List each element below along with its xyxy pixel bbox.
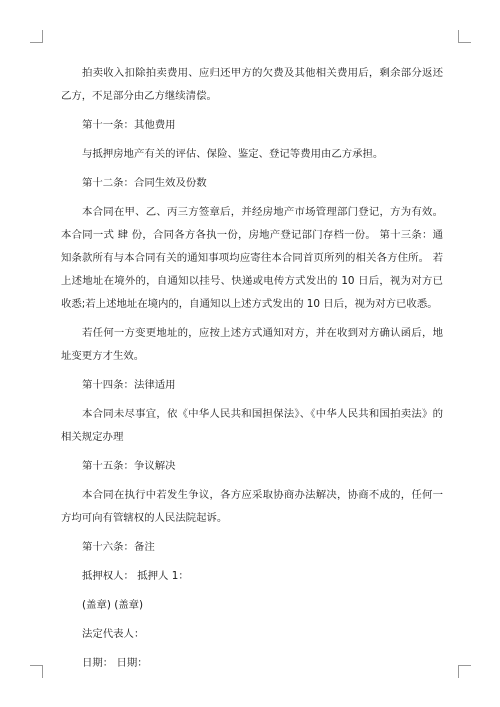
heading-article-16: 第十六条：备注 bbox=[82, 541, 155, 553]
crop-mark-bottom-right bbox=[458, 665, 471, 678]
paragraph-dispute-resolution: 本合同在执行中若发生争议，各方应采取协商办法解决，协商不成的，任何一方均可向有管辖权的人民法院起诉。 bbox=[61, 489, 443, 524]
paragraph-auction-proceeds: 拍卖收入扣除拍卖费用、应归还甲方的欠费及其他相关费用后，剩余部分返还乙方，不足部分由乙方继续清偿。 bbox=[61, 67, 443, 102]
heading-article-12: 第十二条：合同生效及份数 bbox=[82, 177, 207, 189]
heading-article-15: 第十五条：争议解决 bbox=[82, 460, 176, 472]
crop-mark-bottom-left bbox=[30, 665, 43, 678]
heading-article-11: 第十一条：其他费用 bbox=[82, 119, 176, 131]
date-line: 日期： 日期： bbox=[82, 657, 148, 669]
signature-seal-line: (盖章) (盖章) bbox=[82, 599, 144, 611]
crop-mark-top-left bbox=[30, 30, 43, 43]
heading-article-14: 第十四条：法律适用 bbox=[82, 379, 176, 391]
document-body bbox=[61, 62, 443, 681]
crop-mark-top-right bbox=[458, 30, 471, 43]
legal-representative-line: 法定代表人： bbox=[82, 628, 145, 640]
paragraph-other-fees: 与抵押房地产有关的评估、保险、鉴定、登记等费用由乙方承担。 bbox=[82, 148, 384, 160]
signature-parties-line: 抵押权人： 抵押人 1： bbox=[82, 570, 189, 582]
paragraph-effectiveness-and-notice: 本合同在甲、乙、丙三方签章后，并经房地产市场管理部门登记，方为有效。本合同一式 肆 份，合同各方各执一份，房地产登记部门存档一份。 第十三条：通知条款所有与本合同有关的通知事项均应寄往本合同首页所列的相关各方住所。 若上述地址在境外的，自通知以挂号、快递或电传方式发出的 10 日后，视为对方已收悉;若上述地址在境内的，自通知以上述方式发出的 10 日后，视为对方已收悉。 bbox=[61, 206, 443, 310]
paragraph-address-change: 若任何一方变更地址的，应按上述方式通知对方，并在收到对方确认函后，地址变更方才生效。 bbox=[61, 327, 443, 362]
paragraph-applicable-law: 本合同未尽事宜，依《中华人民共和国担保法》、《中华人民共和国拍卖法》的相关规定办理 bbox=[61, 408, 443, 443]
